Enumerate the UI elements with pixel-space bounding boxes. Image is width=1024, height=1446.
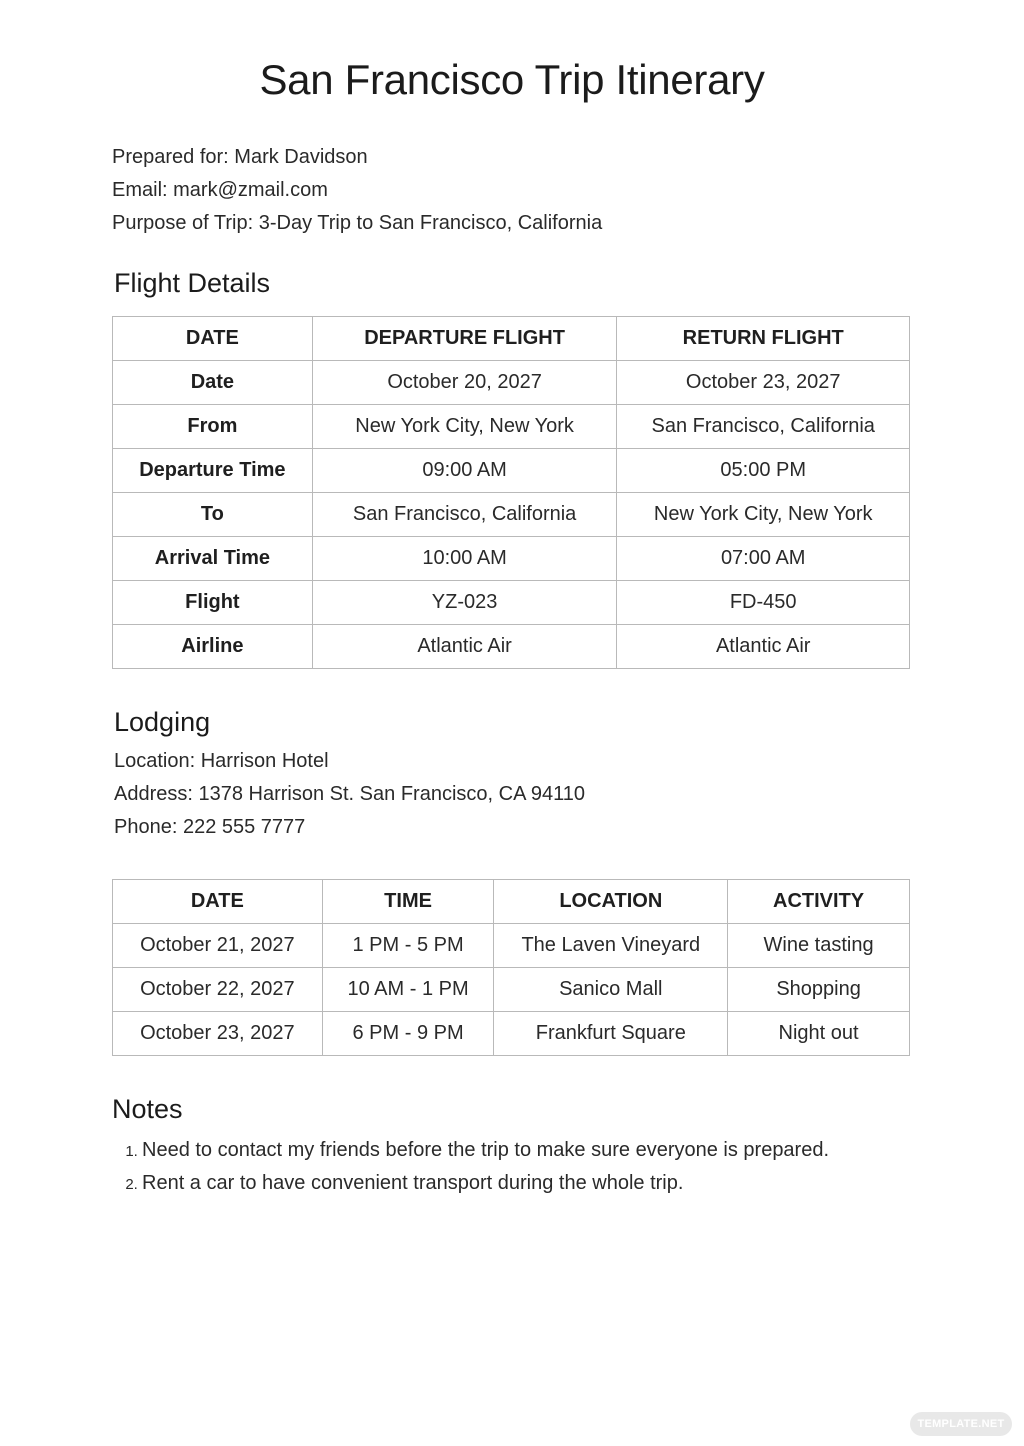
flight-table — [112, 316, 910, 669]
table-cell: October 23, 2027 — [113, 1012, 323, 1056]
row-label: Departure Time — [113, 449, 313, 493]
list-item: 2. Rent a car to have convenient transport during the whole trip. — [142, 1167, 829, 1200]
table-cell: The Laven Vineyard — [494, 924, 728, 968]
table-cell: October 21, 2027 — [113, 924, 323, 968]
prepared-for: Prepared for: Mark Davidson — [112, 146, 368, 168]
table-cell: October 22, 2027 — [113, 968, 323, 1012]
table-row — [113, 361, 910, 405]
table-row — [113, 625, 910, 669]
table-row — [113, 537, 910, 581]
table-cell: 6 PM - 9 PM — [322, 1012, 494, 1056]
table-cell: San Francisco, California — [617, 405, 910, 449]
column-header: ACTIVITY — [728, 880, 910, 924]
table-cell: Shopping — [728, 968, 910, 1012]
table-row — [113, 449, 910, 493]
watermark-badge: TEMPLATE.NET — [910, 1412, 1012, 1436]
column-header: DEPARTURE FLIGHT — [312, 317, 617, 361]
table-cell: 10 AM - 1 PM — [322, 968, 494, 1012]
table-row — [113, 581, 910, 625]
flight-table-header-row — [113, 317, 910, 361]
table-row — [113, 924, 910, 968]
table-cell: YZ-023 — [312, 581, 617, 625]
table-cell: October 20, 2027 — [312, 361, 617, 405]
row-label: Arrival Time — [113, 537, 313, 581]
table-cell: Atlantic Air — [312, 625, 617, 669]
table-row — [113, 493, 910, 537]
lodging-address: Address: 1378 Harrison St. San Francisco, CA 94110 — [114, 783, 585, 805]
lodging-location: Location: Harrison Hotel — [114, 750, 329, 772]
trip-purpose: Purpose of Trip: 3-Day Trip to San Francisco, California — [112, 212, 603, 234]
table-cell: 1 PM - 5 PM — [322, 924, 494, 968]
row-label: To — [113, 493, 313, 537]
row-label: Date — [113, 361, 313, 405]
table-cell: Frankfurt Square — [494, 1012, 728, 1056]
table-row — [113, 968, 910, 1012]
table-cell: FD-450 — [617, 581, 910, 625]
email: Email: mark@zmail.com — [112, 179, 328, 201]
table-row — [113, 405, 910, 449]
column-header: DATE — [113, 880, 323, 924]
column-header: DATE — [113, 317, 313, 361]
table-cell: New York City, New York — [617, 493, 910, 537]
column-header: LOCATION — [494, 880, 728, 924]
column-header: RETURN FLIGHT — [617, 317, 910, 361]
page-title: San Francisco Trip Itinerary — [259, 56, 765, 103]
table-cell: 09:00 AM — [312, 449, 617, 493]
table-cell: Sanico Mall — [494, 968, 728, 1012]
table-cell: 07:00 AM — [617, 537, 910, 581]
table-cell: Wine tasting — [728, 924, 910, 968]
flight-details-heading: Flight Details — [114, 268, 271, 298]
lodging-phone: Phone: 222 555 7777 — [114, 816, 306, 838]
table-cell: 10:00 AM — [312, 537, 617, 581]
table-cell: San Francisco, California — [312, 493, 617, 537]
activities-table-header-row — [113, 880, 910, 924]
table-cell: New York City, New York — [312, 405, 617, 449]
activities-table — [112, 879, 910, 1056]
column-header: TIME — [322, 880, 494, 924]
lodging-heading: Lodging — [114, 707, 211, 737]
table-cell: 05:00 PM — [617, 449, 910, 493]
row-label: From — [113, 405, 313, 449]
table-cell: Atlantic Air — [617, 625, 910, 669]
notes-heading: Notes — [112, 1094, 183, 1124]
notes-list — [112, 1134, 829, 1200]
row-label: Flight — [113, 581, 313, 625]
list-item: 1. Need to contact my friends before the trip to make sure everyone is prepared. — [142, 1134, 829, 1167]
table-row — [113, 1012, 910, 1056]
table-cell: October 23, 2027 — [617, 361, 910, 405]
row-label: Airline — [113, 625, 313, 669]
table-cell: Night out — [728, 1012, 910, 1056]
